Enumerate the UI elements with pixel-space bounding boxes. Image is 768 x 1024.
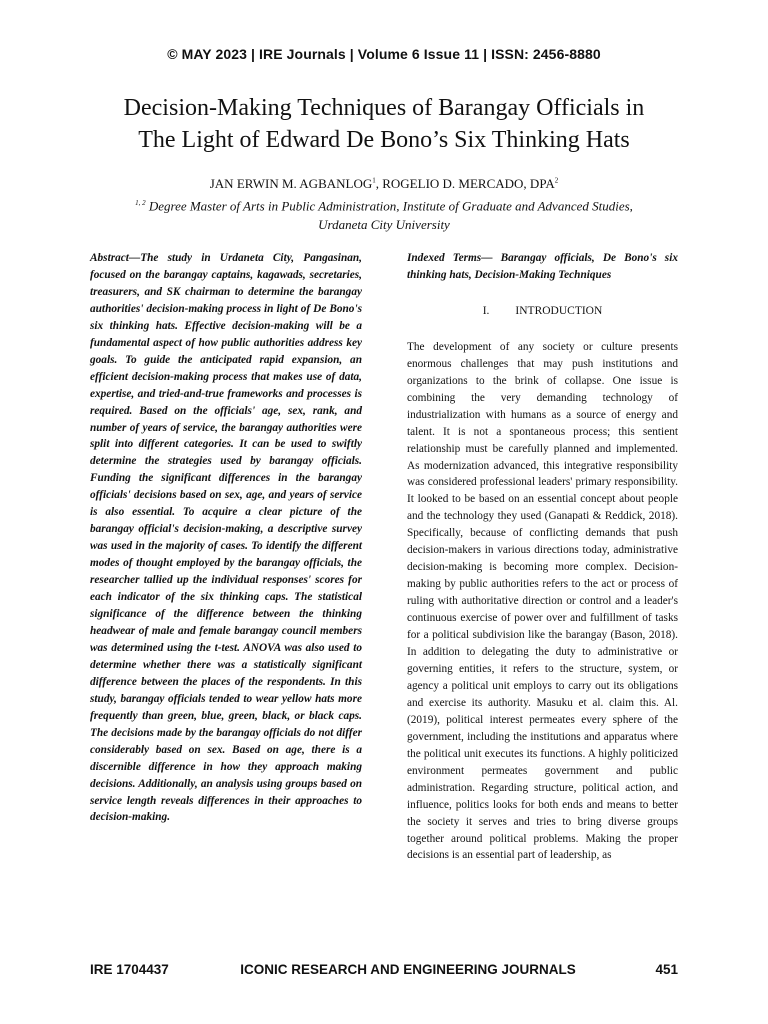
- section-heading: [407, 303, 678, 320]
- section-title: INTRODUCTION: [515, 304, 603, 317]
- author-1: JAN ERWIN M. AGBANLOG: [209, 176, 373, 191]
- paper-title: [60, 92, 708, 156]
- affiliation-line-1: [100, 194, 668, 215]
- footer-journal-name: ICONIC RESEARCH AND ENGINEERING JOURNALS: [240, 962, 576, 977]
- abstract: Abstract—The study in Urdaneta City, Pangasinan, focused on the barangay captains, kagawads, secretaries, treasurers, and SK chairman to determine the barangay authorities' decision-making process in light of De Bono's six thinking hats. Effective decision-making will be a fundamental aspect of how public authorities address key goals. To guide the anticipated rapid expansion, an efficient decision-making process that makes use of data, expertise, and tried-and-true frameworks and processes is required. Based on the officials' age, sex, rank, and number of years of service, the barangay authorities were split into different categories. It can be used to swiftly determine the strategies used by barangay officials. Funding the significant differences in the barangay officials' decisions based on sex, age, and years of service is also essential. To acquire a clear picture of the barangay official's decision-making, a descriptive survey was used in the majority of cases. To identify the different modes of thought employed by the barangay officials, the researcher tallied up the individual responses' scores for each indicator of the six thinking caps. The statistical significance of the difference between the thinking headwear of male and female barangay council members was determined using the t-test. ANOVA was also used to determine whether there was a statistically significant difference between the places of the respondents. In this study, barangay officials tended to wear yellow hats more frequently than green, blue, green, black, or black caps. The decisions made by the barangay officials do not differ considerably based on sex. Based on age, there is a discernible difference in how they approach making decisions. Additionally, an analysis using groups based on service length reveals differences in their approaches to decision-making.: [90, 252, 362, 824]
- right-column: [407, 250, 678, 864]
- author-list: [0, 176, 768, 192]
- title-line-1: Decision-Making Techniques of Barangay Officials in: [123, 95, 645, 121]
- affiliation: [100, 194, 668, 234]
- affiliation-sup: 1, 2: [135, 199, 146, 207]
- affiliation-text-1: Degree Master of Arts in Public Administration, Institute of Graduate and Advanced Studies,: [145, 198, 633, 214]
- author-1-sup: 1: [372, 176, 376, 185]
- author-2-sup: 2: [554, 176, 559, 185]
- indexed-terms: Indexed Terms— Barangay officials, De Bono's six thinking hats, Decision-Making Techniques: [407, 252, 678, 281]
- author-2: , ROGELIO D. MERCADO, DPA: [375, 176, 555, 191]
- page-number: 451: [655, 962, 678, 977]
- introduction-text: The development of any society or culture presents enormous challenges that may push institutions and organizations to the brink of collapse. One issue is combining the very demanding technology of industrialization with humans as a source of energy and talent. It is not a spontaneous process; this sentient relationship must be carefully planned and implemented. As modernization advanced, this integrative responsibility was considered professional leaders' primary responsibility. It looked to be based on an essential concept about people and the technology they used (Ganapati & Reddick, 2018). Specifically, because of conflicting demands that push decision-makers in various directions today, administrative decision-making is becoming more complex. Decision-making by public authorities refers to the act or process of ruling with authoritative direction or control and a leader's continuous exercise of power over and fulfillment of tasks for a political subdivision like the barangay (Bason, 2018). In addition to delegating the duty to administrative or governing entities, it refers to the structure, system, or agency a political unit employs to carry out its obligations and exercise its authority. Masuku et al. claim this. Al. (2019), political interest permeates every sphere of the government, including the institutions and apparatus where the political unit executes its functions. A highly politicized environment permeates government and public administration. Regarding structure, political action, and influence, politics looks for both ends and means to better the society it serves and tries to bring diverse groups together around political problems. Making the proper decisions is an essential part of leadership, as: [407, 340, 678, 862]
- page-footer: [90, 962, 678, 980]
- footer-article-id: IRE 1704437: [90, 962, 169, 977]
- section-number: I.: [482, 304, 490, 317]
- affiliation-line-2: Urdaneta City University: [318, 217, 450, 233]
- journal-header: © MAY 2023 | IRE Journals | Volume 6 Issue 11 | ISSN: 2456-8880: [167, 46, 601, 62]
- title-line-2: The Light of Edward De Bono’s Six Thinking Hats: [138, 127, 630, 153]
